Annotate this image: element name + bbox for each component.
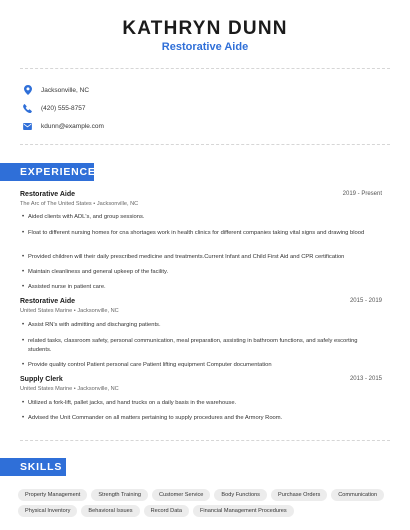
email-link[interactable]: kdunn@example.com: [41, 122, 104, 130]
skills-heading: SKILLS: [0, 458, 66, 476]
location-text: Jacksonville, NC: [41, 86, 90, 94]
list-item: • Maintain cleanliness and general upkeep of the facility.: [22, 269, 169, 275]
job-location: Jacksonville, NC: [77, 386, 119, 392]
skills-row-1: [18, 489, 388, 501]
contact-email[interactable]: [22, 119, 104, 133]
candidate-name: KATHRYN DUNN: [122, 18, 288, 39]
skill-tag: Customer Service: [152, 489, 210, 501]
contact-location: [22, 83, 89, 97]
job-title: Restorative Aide: [20, 191, 75, 198]
company-name: United States Marine: [20, 308, 73, 314]
experience-heading: EXPERIENCE: [0, 163, 94, 181]
contact-divider: [20, 144, 390, 145]
list-item: • Provided children will their daily prescribed medicine and treatments.Current Infant and Child First Aid and CPR certification: [22, 254, 345, 260]
skills-row-2: [18, 505, 298, 517]
skill-tag: Body Functions: [214, 489, 267, 501]
job-employer: United States Marine • Jacksonville, NC: [20, 386, 119, 392]
list-item: • Float to different nursing homes for cna shortages work in health clinics for different companies taking vital signs and drawing blood: [22, 230, 365, 236]
skill-tag: Communication: [331, 489, 384, 501]
phone-text: (420) 555-8757: [41, 104, 86, 112]
job-dates: 2015 - 2019: [349, 298, 382, 304]
skill-tag: Physical Inventory: [18, 505, 77, 517]
list-item: • Aided clients with ADL's, and group sessions.: [22, 214, 145, 220]
list-item: • related tasks, classroom safety, personal communication, meal preparation, assisting in bathroom functions, and safely escorting students.: [22, 338, 358, 353]
phone-icon: [22, 103, 33, 114]
skill-tag: Financial Management Procedures: [193, 505, 294, 517]
job-location: Jacksonville, NC: [77, 308, 119, 314]
job-employer: United States Marine • Jacksonville, NC: [20, 308, 119, 314]
skill-tag: Property Management: [18, 489, 87, 501]
skill-tag: Strength Training: [91, 489, 148, 501]
skill-tag: Behavioral Issues: [81, 505, 139, 517]
job-dates: 2013 - 2015: [349, 376, 382, 382]
section-divider: [20, 440, 390, 441]
header-divider: [20, 68, 390, 69]
contact-phone: [22, 101, 85, 115]
job-title: Supply Clerk: [20, 376, 63, 383]
list-item: • Advised the Unit Commander on all matters pertaining to supply procedures and the Armory Room.: [22, 415, 283, 421]
job-dates: 2019 - Present: [342, 191, 382, 197]
company-name: The Arc of The United States: [20, 201, 92, 207]
skill-tag: Record Data: [144, 505, 189, 517]
skill-tag: Purchase Orders: [271, 489, 327, 501]
list-item: • Provide quality control Patient personal care Patient lifting equipment Computer documentation: [22, 362, 272, 368]
email-icon: [22, 121, 33, 132]
job-location: Jacksonville, NC: [96, 201, 139, 207]
location-pin-icon: [22, 85, 33, 96]
list-item: • Assist RN's with admitting and discharging patients.: [22, 322, 161, 328]
candidate-role: Restorative Aide: [161, 41, 249, 53]
list-item: • Assisted nurse in patient care.: [22, 284, 106, 290]
job-title: Restorative Aide: [20, 298, 75, 305]
company-name: United States Marine: [20, 386, 73, 392]
list-item: • Utilized a fork-lift, pallet jacks, and hand trucks on a daily basis in the warehouse.: [22, 400, 237, 406]
job-employer: The Arc of The United States • Jacksonville, NC: [20, 201, 139, 207]
